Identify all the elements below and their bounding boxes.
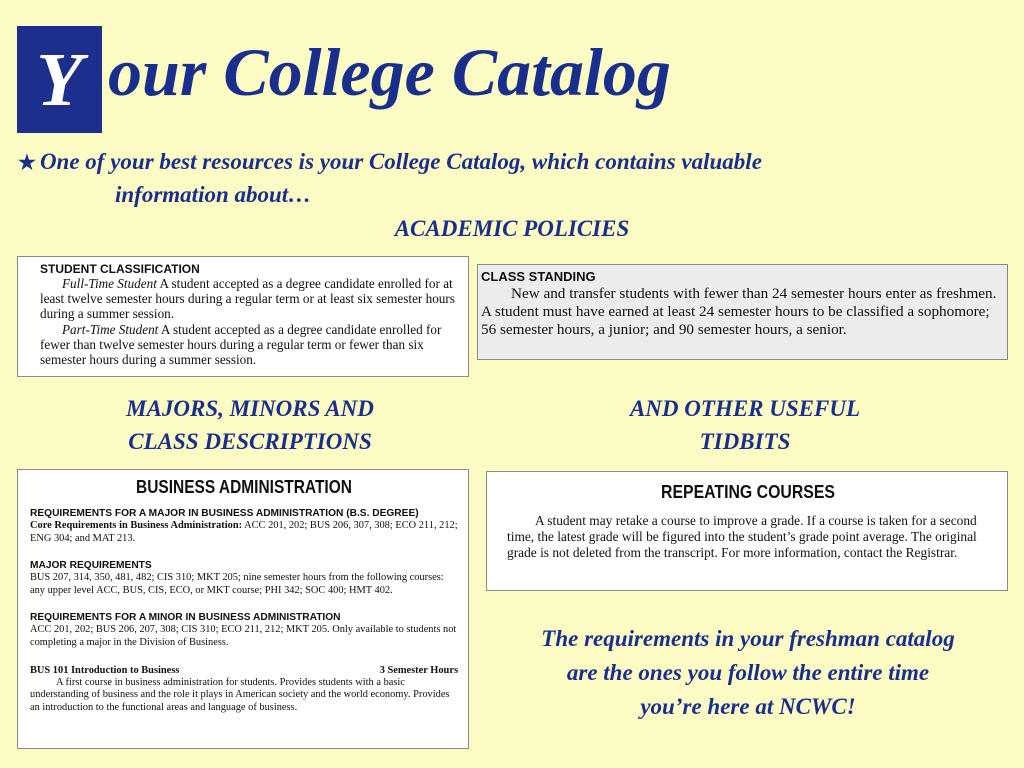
full-time-text: A student accepted as a degree candidate enrolled for at least twelve semester hours during a regular term or at least six semester hours during a summer session. (40, 276, 455, 322)
full-time-term: Full-Time Student (62, 276, 157, 291)
excerpt-heading: BUSINESS ADMINISTRATION (136, 477, 352, 497)
majors-heading (17, 392, 483, 458)
class-standing-text: New and transfer students with fewer than 24 semester hours enter as freshmen. A student must have earned at least 24 semester hours to be classified a sophomore; 56 semester hours, a junior; and 90 semester hours, a senior. (481, 285, 997, 338)
part-time-text: A student accepted as a degree candidate enrolled for fewer than twelve semester hours during a regular term or fewer than six semester hours during a summer session. (40, 321, 442, 368)
minor-heading: REQUIREMENTS FOR A MINOR IN BUSINESS ADMINISTRATION (30, 612, 341, 624)
major-req-text: BUS 207, 314, 350, 481, 482; CIS 310; MKT 205; nine semester hours from the following courses: any upper level ACC, BUS, CIS, ECO, or MKT course; PHI 342; SOC 400; HMT 402. (30, 572, 444, 596)
major-requirements-heading: REQUIREMENTS FOR A MAJOR IN BUSINESS ADMINISTRATION (B.S. DEGREE) (30, 508, 419, 519)
closing-line-1: The requirements in your freshman catalog (541, 626, 955, 651)
closing-line-3: you’re here at NCWC! (640, 694, 856, 719)
repeating-courses-excerpt (486, 471, 1008, 591)
core-requirements (30, 520, 458, 545)
student-classification-excerpt (17, 256, 469, 377)
intro-line-2: information about… (115, 182, 312, 207)
other-heading-line-1: AND OTHER USEFUL (629, 396, 861, 421)
part-time-paragraph (40, 322, 458, 368)
full-time-paragraph (40, 276, 458, 322)
class-standing-excerpt (477, 264, 1008, 360)
part-time-term: Part-Time Student (62, 321, 159, 337)
title-initial: Y (36, 37, 83, 122)
core-text: ACC 201, 202; BUS 206, 307, 308; ECO 211, 212; ENG 304; and MAT 213. (30, 520, 458, 544)
excerpt-heading: STUDENT CLASSIFICATION (40, 262, 200, 276)
major-req-heading: MAJOR REQUIREMENTS (30, 560, 152, 572)
academic-policies-heading: ACADEMIC POLICIES (394, 216, 630, 241)
majors-heading-line-1: MAJORS, MINORS AND (126, 396, 374, 421)
repeating-courses-text: A student may retake a course to improve a grade. If a course is taken for a second time, the latest grade will be figured into the student’s grade point average. The original grade is not deleted from the transcript. For more information, contact the Registrar. (507, 513, 977, 561)
core-label: Core Requirements in Business Administration: (30, 520, 243, 531)
course-description: A first course in business administration for students. Provides students with a basic understanding of business and the role it plays in American society and the world economy. Provides an introduction to the functional areas and language of business. (30, 676, 450, 713)
majors-heading-line-2: CLASS DESCRIPTIONS (128, 429, 372, 454)
course-title: BUS 101 Introduction to Business (30, 664, 180, 676)
course-hours: 3 Semester Hours (379, 664, 458, 676)
closing-note (488, 622, 1008, 724)
star-icon: ★ (18, 152, 36, 174)
intro-text (18, 146, 978, 211)
business-administration-excerpt (17, 469, 469, 749)
closing-line-2: are the ones you follow the entire time (566, 660, 930, 685)
intro-line-1: One of your best resources is your College Catalog, which contains valuable (39, 149, 762, 174)
title-initial-box (17, 26, 102, 133)
other-heading-line-2: TIDBITS (699, 429, 791, 454)
course-line (30, 664, 458, 677)
page-title: our College Catalog (108, 34, 671, 110)
minor-text: ACC 201, 202; BUS 206, 207, 308; CIS 310; ECO 211, 212; MKT 205. Only available to students not completing a major in the Division of Business. (30, 624, 457, 648)
excerpt-heading: REPEATING COURSES (661, 482, 835, 502)
other-tidbits-heading (512, 392, 978, 458)
excerpt-heading: CLASS STANDING (481, 269, 596, 284)
